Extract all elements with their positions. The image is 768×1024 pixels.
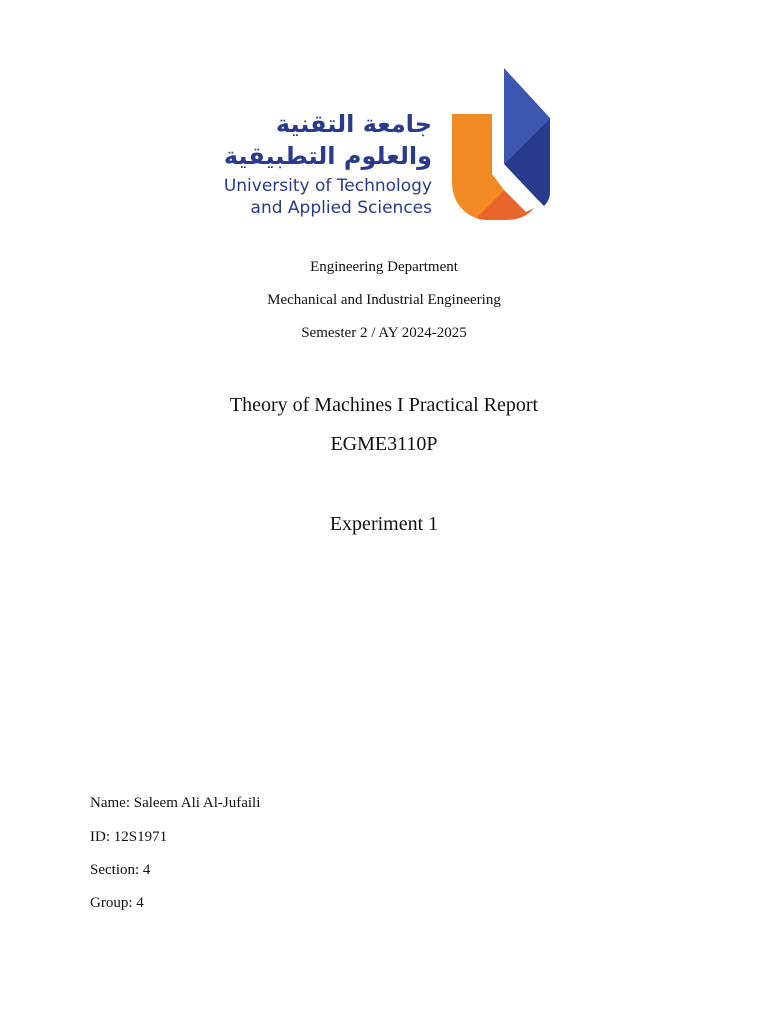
student-section: Section: 4 [90, 862, 151, 878]
logo-arabic-line-2: والعلوم التطبيقية [223, 142, 432, 170]
student-group: Group: 4 [90, 895, 144, 911]
semester-line: Semester 2 / AY 2024-2025 [301, 325, 467, 341]
experiment-title: Experiment 1 [329, 513, 439, 535]
program-line: Mechanical and Industrial Engineering [267, 292, 501, 308]
department-line: Engineering Department [310, 259, 458, 275]
logo-english-line-2: and Applied Sciences [250, 198, 432, 218]
university-logo [212, 66, 556, 222]
course-code: EGME3110P [330, 433, 438, 455]
student-id: ID: 12S1971 [90, 829, 168, 845]
report-title: Theory of Machines I Practical Report [229, 394, 539, 416]
logo-u-mark-icon [448, 66, 556, 222]
logo-english-line-1: University of Technology [223, 176, 432, 196]
logo-wordmark [212, 66, 432, 222]
logo-arabic-line-1: جامعة التقنية [275, 110, 432, 138]
student-name: Name: Saleem Ali Al-Jufaili [90, 795, 261, 811]
